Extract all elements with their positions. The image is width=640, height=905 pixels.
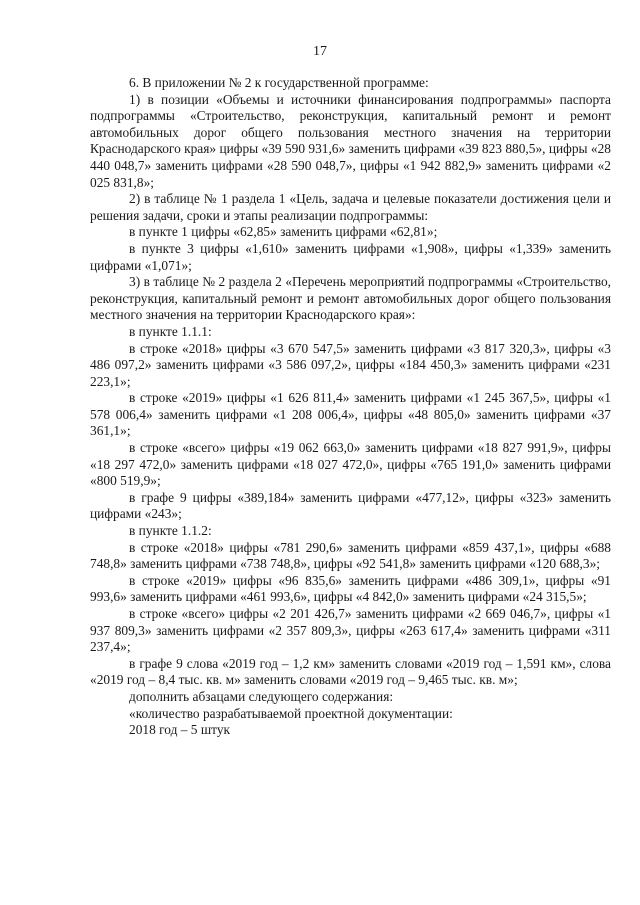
paragraph-add-clauses: дополнить абзацами следующего содержания: — [129, 688, 394, 704]
paragraph-point-1-1-2: в пункте 1.1.2: — [129, 523, 212, 539]
paragraph-point-1-1-1: в пункте 1.1.1: — [129, 323, 212, 339]
paragraph-row-2018: в строке «2018» цифры «3 670 547,5» заменить цифрами «3 817 320,3», цифры «3 486 097,2» заменить цифрами «3 586 097,2», цифры «184 450,3» заменить цифрами «231 223,1»; — [90, 340, 611, 389]
paragraph-row-2019: в строке «2019» цифры «1 626 811,4» заменить цифрами «1 245 367,5», цифры «1 578 006,4» заменить цифрами «1 208 006,4», цифры «48 805,0» заменить цифрами «37 361,1»; — [90, 390, 611, 439]
paragraph-row-total: в строке «всего» цифры «2 201 426,7» заменить цифрами «2 669 046,7», цифры «1 937 809,3» заменить цифрами «2 357 809,3», цифры «263 617,4» заменить цифрами «311 237,4»; — [90, 606, 611, 655]
paragraph-subitem-1: 1) в позиции «Объемы и источники финансирования подпрограммы» паспорта подпрограммы «Строительство, реконструкция, капитальный ремонт и ремонт автомобильных дорог общего пользования местного значения на территории Краснодарского края» цифры «39 590 931,6» заменить цифрами «39 823 880,5», цифры «28 440 048,7» заменить цифрами «28 590 048,7», цифры «1 942 882,9» заменить цифрами «2 025 831,8»; — [90, 91, 611, 190]
paragraph-row-total: в строке «всего» цифры «19 062 663,0» заменить цифрами «18 827 991,9», цифры «18 297 472,0» заменить цифрами «18 027 472,0», цифры «765 191,0» заменить цифрами «800 519,9»; — [90, 440, 611, 489]
paragraph-point-3: в пункте 3 цифры «1,610» заменить цифрами «1,908», цифры «1,339» заменить цифрами «1,071»; — [90, 240, 611, 273]
paragraph-point-1: в пункте 1 цифры «62,85» заменить цифрами «62,81»; — [129, 224, 438, 240]
paragraph-row-2019: в строке «2019» цифры «96 835,6» заменить цифрами «486 309,1», цифры «91 993,6» заменить цифрами «461 993,6», цифры «4 842,0» заменить цифрами «24 315,5»; — [90, 572, 611, 605]
paragraph-column-9: в графе 9 цифры «389,184» заменить цифрами «477,12», цифры «323» заменить цифрами «243»; — [90, 489, 611, 522]
paragraph-subitem-3: 3) в таблице № 2 раздела 2 «Перечень мероприятий подпрограммы «Строительство, реконструкция, капитальный ремонт и ремонт автомобильных дорог общего пользования местного значения на территории Краснодарского края»: — [90, 274, 611, 323]
paragraph-row-2018: в строке «2018» цифры «781 290,6» заменить цифрами «859 437,1», цифры «688 748,8» заменить цифрами «738 748,8», цифры «92 541,8» заменить цифрами «120 688,3»; — [90, 539, 611, 572]
paragraph-year-2018: 2018 год – 5 штук — [129, 722, 231, 738]
page-number: 17 — [313, 44, 327, 59]
document-body — [90, 75, 611, 739]
paragraph-column-9-words: в графе 9 слова «2019 год – 1,2 км» заменить словами «2019 год – 1,591 км», слова «2019 год – 8,4 тыс. кв. м» заменить словами «2019 год – 9,465 тыс. кв. м»; — [90, 655, 611, 688]
paragraph-item-6: 6. В приложении № 2 к государственной программе: — [129, 75, 429, 90]
paragraph-quote-start: «количество разрабатываемой проектной документации: — [129, 705, 453, 721]
paragraph-subitem-2: 2) в таблице № 1 раздела 1 «Цель, задача и целевые показатели достижения цели и решения задачи, сроки и этапы реализации подпрограммы: — [90, 191, 611, 223]
